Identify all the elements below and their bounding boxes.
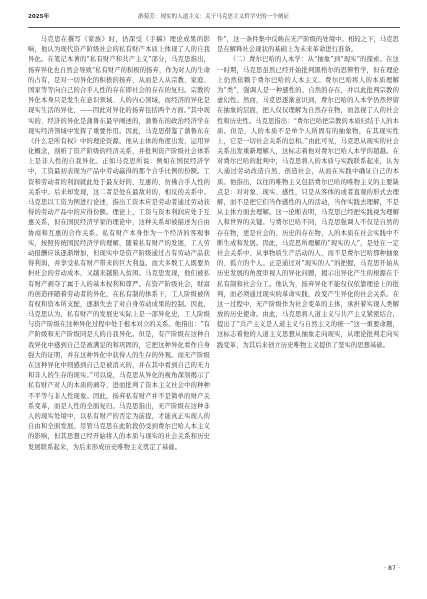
paragraph: 马克思在撰写《家族》时，仍深受《手稿》理论成果的影响，他认为现代资产阶级社会的私有财产本质上体现了人的自我异化。在笔记本著的“私有财产和共产主义”部分，马克思指出，扬弃异化也自然会导致“私有财产的积极的扬弃，作为对人的生命的占有，是对一切异化的积极的扬弃，从而是人从宗教、家庭、国家等等向自己的合乎人性的存在即社会的存在的复归。宗教的异化本身只是发生在意识领域、人的内心领域，而经济的异化是现实生活的异化，——因此对异化的扬弃包括两个方面。”其中现实的、经济的异化是蒲鲁东最早阐述的，蒲鲁东的政治经济学在现实经济领域中发挥了重要作用。因此，马克思借鉴了蒲鲁东在《什么是所有权》中的理论资源。他从主体的角度出发，运用异化概念，剖析了资产阶级的经济关系，并批判资产阶级社会体系上是非人性的自我异化。正如马克思所说：例如在国民经济学中，工资最初表现为产品中劳动赢得的那个合乎比例的份额。工资和劳动者的利润就此处于最友好的、互惠的、仿佛合乎人性的关系中。后来却发现，这二者是处在最敌对的、相反的关系中。马克思以工资为例进行论述，指出工资本应是劳动者通过劳动获得的劳动产品中的应得份额。理论上，工资与资本利润应处于互惠关系，但在国民经济学家的理论中，这种关系却被描述为自由协商和互惠的合作关系。私有财产本身作为一个经济的客观事实，按照传统国民经济学的理解，随着私有财产的发展，工人劳动报酬应该逐渐增加，但现实中是资产阶级通过占有劳动产品获得利润，并享受私有财产带来的巨大利益。而大多数工人既要负担社会的劳动成本，又越来越陷入贫困。马克思发现，他们被私有财产剥夺了属于人的基本权利和尊严。在资产阶级社会，财富的创造伴随着劳动者的异化，在私有制的体系下，工人阶级被所有权和资本所支配，逐渐失去了对自身劳动成果的控制。因此，马克思认为，私有财产的发展史实际上是一部异化史，工人阶级与资产阶级在这种异化过程中处于根本对立的关系。他指出：“有产阶级和无产阶级同是人的自我异化。但是，有产阶级在这种自我异化中感到自己是被满足的和巩固的，它把这种异化看作自身强大的证明，并在这种异化中获得人的生存的外观。而无产阶级在这种异化中则感到自己是被消灭的，并在其中看到自己的无力和非人的生存的现实。”可以说，马克思从异化的视角深刻揭示了私有财产对人的本质的剥夺，进而批判了资本主义社会中的种种不平等与非人性现象。因此，扬弃私有财产并不是简单的财产关系变革，而是人性的全面复归。马克思指出，无产阶级在这种非人的现实处境中，以私有财产的否定为前提，才能真正实现人的自由和全面发展。尽管马克思在此阶段仍受到费尔巴哈人本主义的影响，但其思想已经开始将人的本质与现实的社会关系和历史发展联系起来，为后来形成历史唯物主义奠定了基础。 [28, 36, 210, 451]
header-rule [28, 27, 400, 28]
paragraph: 件”，这一条件集中反映在无产阶级的处境中。相较之下，马克思是在解释社会现状的基础上为未来革命进行准备。 [217, 36, 399, 54]
right-column [217, 35, 399, 555]
header-year: 2025年 [28, 14, 50, 20]
paragraph: （二）费尔巴哈的人本学：从“抽象”到“现实”的探索。在这一时期，马克思虽然已经开始批判黑格尔的思辨哲学，但在理论上仍然依赖于费尔巴哈的人本主义。费尔巴哈将人的本质理解为“类”，强调人是一种感性的、自然的存在，并以此批判宗教的虚幻性。然而，马克思逐渐意识到，费尔巴哈的人本学仍然停留在抽象的层面，把人仅仅理解为自然存在物，而忽视了人的社会性和历史性。马克思指出：“费尔巴哈把宗教的本质归结于人的本质。但是，人的本质不是单个人所固有的抽象物，在其现实性上，它是一切社会关系的总和。”由此可见，马克思从现实的社会关系出发重新理解人，这标志着他对费尔巴哈人本学的超越。在对费尔巴哈的批判中，马克思将人的本质与实践联系起来，认为人通过劳动改造自然、创造社会，从而在实践中确证自己的本质。他指出，以往的唯物主义包括费尔巴哈的唯物主义的主要缺点是：对对象、现实、感性，只是从客体的或者直观的形式去理解，而不是把它们当作感性的人的活动，当作实践去理解，不是从主体方面去理解。这一论断表明，马克思已经把实践视为理解人和世界的关键。与费尔巴哈不同，马克思强调人不仅是自然的存在物，更是社会的、历史的存在物，人的本质在社会实践中不断生成和发展。因此，马克思所理解的“现实的人”，是处在一定社会关系中、从事物质生产活动的人，而不是费尔巴哈那种抽象的、孤立的个人。正是通过对“现实的人”的把握，马克思开始从历史发展的角度审视人的异化问题，揭示出异化产生的根源在于私有制和社会分工。他认为，扬弃异化不能仅仅依靠理论上的批判，而必须通过现实的革命实践，改变产生异化的社会关系。在这一过程中，无产阶级作为社会变革的主体，承担着实现人类解放的历史使命。由此，马克思将人道主义与共产主义紧密结合，提出了“共产主义是人道主义与自然主义的统一”这一重要命题，这标志着他的人道主义思想从抽象走向现实，从理论批判走向实践变革，为其后来创立历史唯物主义提供了坚实的思想基础。 [217, 56, 399, 349]
left-column [28, 35, 210, 555]
running-header [0, 10, 427, 24]
page-number: · 87 · [383, 565, 400, 572]
running-title: 游菊芳：现实的人道主义：关于马克思主义哲学史的一个阐证 [137, 14, 290, 20]
